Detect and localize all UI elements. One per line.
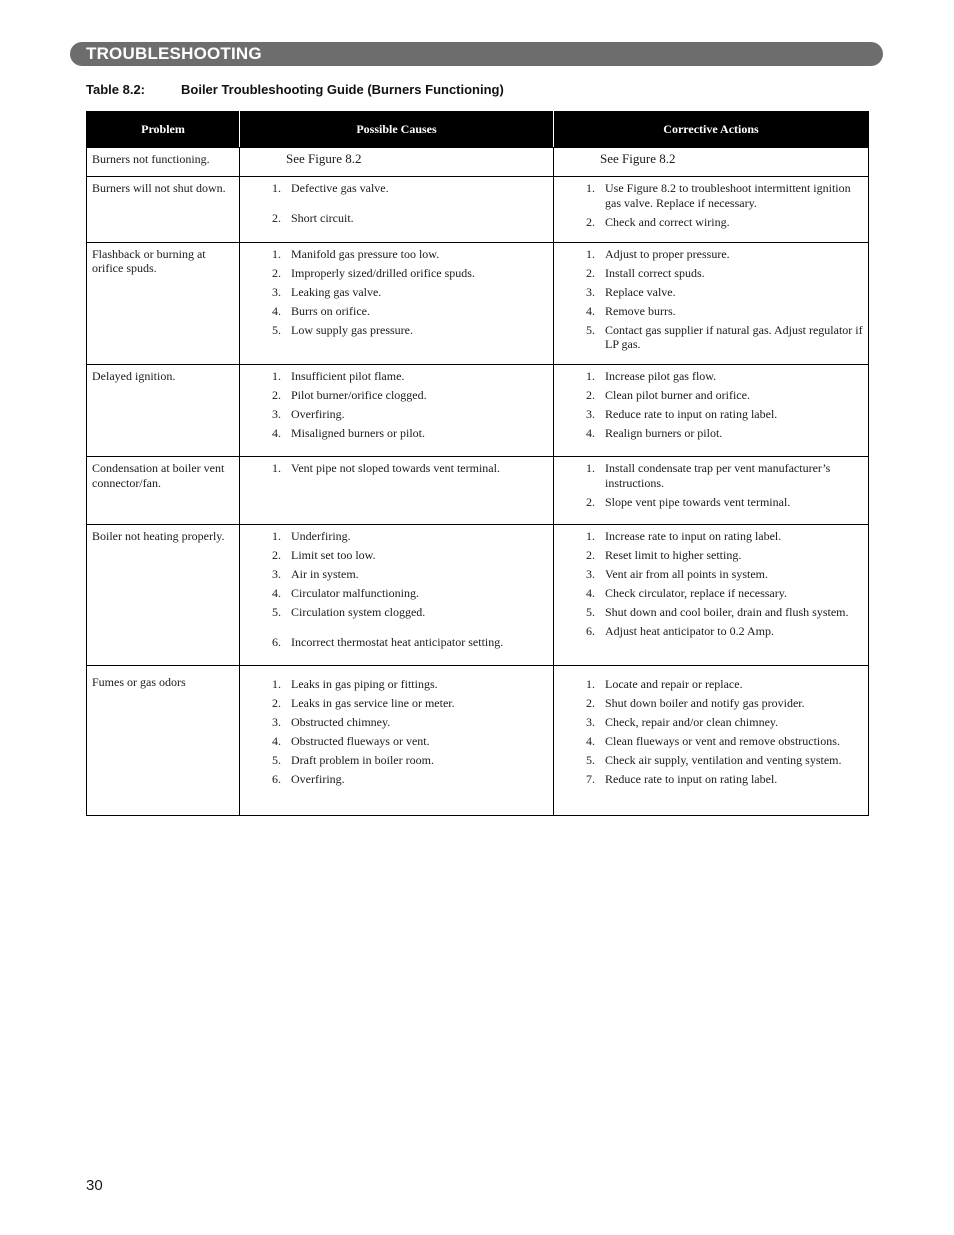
list-item — [559, 388, 863, 403]
list-item — [559, 567, 863, 582]
list-item — [559, 677, 863, 692]
list-item — [245, 323, 548, 338]
actions-text: See Figure 8.2 — [600, 151, 676, 166]
table-row — [87, 525, 869, 666]
item-number: 1. — [272, 369, 281, 383]
item-number: 3. — [272, 715, 281, 729]
item-number: 7. — [586, 772, 595, 786]
item-text: Burrs on orifice. — [291, 303, 370, 318]
table-title: Boiler Troubleshooting Guide (Burners Functioning) — [181, 82, 504, 97]
list-item — [245, 567, 548, 582]
list-item — [245, 304, 548, 319]
list-item — [559, 753, 863, 768]
table-row — [87, 666, 869, 816]
item-number: 5. — [586, 322, 595, 337]
list-item — [245, 369, 548, 384]
list-item — [559, 181, 863, 210]
item-number: 6. — [272, 634, 281, 649]
item-number: 4. — [272, 426, 281, 440]
causes-cell — [240, 525, 554, 666]
item-number: 1. — [272, 181, 281, 195]
list-item — [559, 266, 863, 281]
causes-cell — [240, 177, 554, 243]
section-title-bar: TROUBLESHOOTING — [70, 42, 883, 66]
item-text: Circulation system clogged. — [291, 605, 426, 619]
actions-cell — [554, 666, 869, 816]
item-text: Check air supply, ventilation and venting system. — [605, 753, 842, 767]
item-number: 2. — [272, 388, 281, 402]
item-text: Realign burners or pilot. — [605, 426, 723, 440]
item-number: 1. — [586, 181, 595, 195]
item-number: 3. — [586, 407, 595, 421]
item-text: Increase pilot gas flow. — [605, 369, 717, 383]
item-number: 5. — [586, 753, 595, 767]
list-item — [245, 696, 548, 711]
item-text: Install condensate trap per vent manufacturer’s instructions. — [605, 461, 831, 490]
causes-cell — [240, 148, 554, 177]
item-number: 2. — [272, 265, 281, 280]
item-number: 3. — [586, 715, 595, 729]
list-item — [245, 772, 548, 787]
problem-cell: Boiler not heating properly. — [87, 525, 240, 666]
list-item — [245, 461, 548, 476]
item-text: Install correct spuds. — [605, 265, 705, 280]
list-item — [559, 285, 863, 300]
actions-cell — [554, 177, 869, 243]
item-number: 4. — [586, 734, 595, 748]
list-item — [245, 548, 548, 563]
item-number: 1. — [272, 677, 281, 691]
list-item — [559, 426, 863, 441]
item-number: 6. — [272, 772, 281, 786]
table-header-row — [87, 112, 869, 148]
item-number: 5. — [272, 322, 281, 337]
list-item — [559, 586, 863, 601]
header-possible-causes: Possible Causes — [240, 112, 554, 148]
actions-cell — [554, 242, 869, 365]
item-text: Check and correct wiring. — [605, 214, 730, 229]
table-row — [87, 177, 869, 243]
header-corrective-actions: Corrective Actions — [554, 112, 869, 148]
problem-cell: Burners not functioning. — [87, 148, 240, 177]
item-text: Adjust heat anticipator to 0.2 Amp. — [605, 624, 774, 638]
item-text: Low supply gas pressure. — [291, 322, 413, 337]
problem-cell: Condensation at boiler vent connector/fan. — [87, 457, 240, 525]
header-problem: Problem — [87, 112, 240, 148]
item-number: 1. — [586, 529, 595, 543]
item-text: Check, repair and/or clean chimney. — [605, 715, 779, 729]
problem-cell: Flashback or burning at orifice spuds. — [87, 242, 240, 365]
list-item — [245, 211, 548, 226]
item-number: 5. — [272, 753, 281, 767]
item-text: Misaligned burners or pilot. — [291, 426, 425, 440]
actions-cell — [554, 365, 869, 457]
list-item — [559, 369, 863, 384]
causes-cell — [240, 365, 554, 457]
item-number: 1. — [586, 246, 595, 261]
item-text: Overfiring. — [291, 772, 345, 786]
item-text: Replace valve. — [605, 284, 676, 299]
list-item — [245, 407, 548, 422]
item-text: Overfiring. — [291, 407, 345, 421]
item-text: Air in system. — [291, 567, 359, 581]
item-number: 3. — [586, 567, 595, 581]
item-number: 3. — [272, 284, 281, 299]
problem-cell: Fumes or gas odors — [87, 666, 240, 816]
item-text: Improperly sized/drilled orifice spuds. — [291, 265, 475, 280]
item-text: Obstructed chimney. — [291, 715, 391, 729]
list-item — [245, 266, 548, 281]
list-item — [559, 605, 863, 620]
item-text: Pilot burner/orifice clogged. — [291, 388, 427, 402]
actions-cell — [554, 148, 869, 177]
item-text: Leaks in gas piping or fittings. — [291, 677, 438, 691]
list-item — [245, 426, 548, 441]
item-number: 4. — [272, 303, 281, 318]
item-text: Remove burrs. — [605, 303, 676, 318]
item-number: 1. — [272, 461, 281, 475]
item-text: Manifold gas pressure too low. — [291, 246, 440, 261]
list-item — [559, 461, 863, 490]
list-item — [559, 548, 863, 563]
list-item — [559, 715, 863, 730]
list-item — [559, 696, 863, 711]
list-item — [245, 715, 548, 730]
item-text: Use Figure 8.2 to troubleshoot intermittent ignition gas valve. Replace if necessary. — [605, 181, 851, 210]
list-item — [559, 495, 863, 510]
item-number: 2. — [586, 696, 595, 710]
list-item — [245, 734, 548, 749]
list-item — [245, 529, 548, 544]
item-text: Obstructed flueways or vent. — [291, 734, 430, 748]
item-number: 5. — [272, 605, 281, 619]
item-number: 2. — [586, 494, 595, 509]
item-text: Shut down boiler and notify gas provider. — [605, 696, 805, 710]
item-text: Insufficient pilot flame. — [291, 369, 405, 383]
table-row — [87, 457, 869, 525]
item-number: 1. — [586, 369, 595, 383]
item-text: Check circulator, replace if necessary. — [605, 586, 787, 600]
list-item — [559, 772, 863, 787]
list-item — [245, 388, 548, 403]
item-number: 2. — [272, 548, 281, 562]
causes-text: See Figure 8.2 — [286, 151, 362, 166]
troubleshooting-table — [86, 111, 869, 816]
list-item — [559, 624, 863, 639]
table-row — [87, 148, 869, 177]
item-text: Reduce rate to input on rating label. — [605, 407, 778, 421]
item-text: Leaking gas valve. — [291, 284, 382, 299]
problem-cell: Burners will not shut down. — [87, 177, 240, 243]
list-item — [245, 605, 548, 620]
list-item — [245, 677, 548, 692]
table-row — [87, 242, 869, 365]
causes-cell — [240, 242, 554, 365]
list-item — [245, 635, 548, 650]
list-item — [245, 285, 548, 300]
item-number: 4. — [586, 303, 595, 318]
item-number: 6. — [586, 624, 595, 638]
list-item — [559, 407, 863, 422]
item-text: Clean pilot burner and orifice. — [605, 388, 750, 402]
list-item — [559, 734, 863, 749]
table-caption — [86, 82, 504, 97]
item-number: 4. — [272, 586, 281, 600]
causes-cell — [240, 666, 554, 816]
page-number: 30 — [86, 1177, 103, 1194]
item-text: Contact gas supplier if natural gas. Adjust regulator if LP gas. — [605, 322, 863, 351]
item-text: Increase rate to input on rating label. — [605, 529, 782, 543]
item-text: Locate and repair or replace. — [605, 677, 743, 691]
item-text: Leaks in gas service line or meter. — [291, 696, 455, 710]
list-item — [559, 323, 863, 352]
item-number: 5. — [586, 605, 595, 619]
item-text: Limit set too low. — [291, 548, 376, 562]
item-text: Clean flueways or vent and remove obstructions. — [605, 734, 840, 748]
item-number: 1. — [272, 529, 281, 543]
item-text: Underfiring. — [291, 529, 351, 543]
item-number: 2. — [272, 210, 281, 225]
list-item — [559, 529, 863, 544]
item-number: 1. — [586, 461, 595, 475]
item-text: Defective gas valve. — [291, 181, 389, 195]
item-number: 3. — [272, 567, 281, 581]
item-number: 3. — [586, 284, 595, 299]
table-number: Table 8.2: — [86, 82, 146, 97]
item-text: Slope vent pipe towards vent terminal. — [605, 494, 791, 509]
item-number: 4. — [272, 734, 281, 748]
item-number: 2. — [586, 388, 595, 402]
list-item — [559, 215, 863, 230]
list-item — [559, 304, 863, 319]
item-number: 3. — [272, 407, 281, 421]
item-number: 1. — [272, 246, 281, 261]
item-number: 4. — [586, 586, 595, 600]
item-text: Reduce rate to input on rating label. — [605, 772, 778, 786]
list-item — [245, 181, 548, 196]
problem-cell: Delayed ignition. — [87, 365, 240, 457]
item-number: 2. — [272, 696, 281, 710]
item-number: 2. — [586, 548, 595, 562]
list-item — [245, 247, 548, 262]
item-text: Vent air from all points in system. — [605, 567, 768, 581]
list-item — [245, 586, 548, 601]
item-text: Adjust to proper pressure. — [605, 246, 730, 261]
item-text: Shut down and cool boiler, drain and flush system. — [605, 605, 849, 619]
list-item — [559, 247, 863, 262]
item-number: 4. — [586, 426, 595, 440]
item-text: Incorrect thermostat heat anticipator setting. — [291, 634, 504, 649]
item-text: Draft problem in boiler room. — [291, 753, 434, 767]
item-text: Reset limit to higher setting. — [605, 548, 742, 562]
item-number: 1. — [586, 677, 595, 691]
table-row — [87, 365, 869, 457]
item-text: Short circuit. — [291, 210, 354, 225]
item-number: 2. — [586, 265, 595, 280]
list-item — [245, 753, 548, 768]
item-text: Circulator malfunctioning. — [291, 586, 419, 600]
causes-cell — [240, 457, 554, 525]
actions-cell — [554, 457, 869, 525]
item-number: 2. — [586, 214, 595, 229]
item-text: Vent pipe not sloped towards vent terminal. — [291, 461, 500, 475]
actions-cell — [554, 525, 869, 666]
